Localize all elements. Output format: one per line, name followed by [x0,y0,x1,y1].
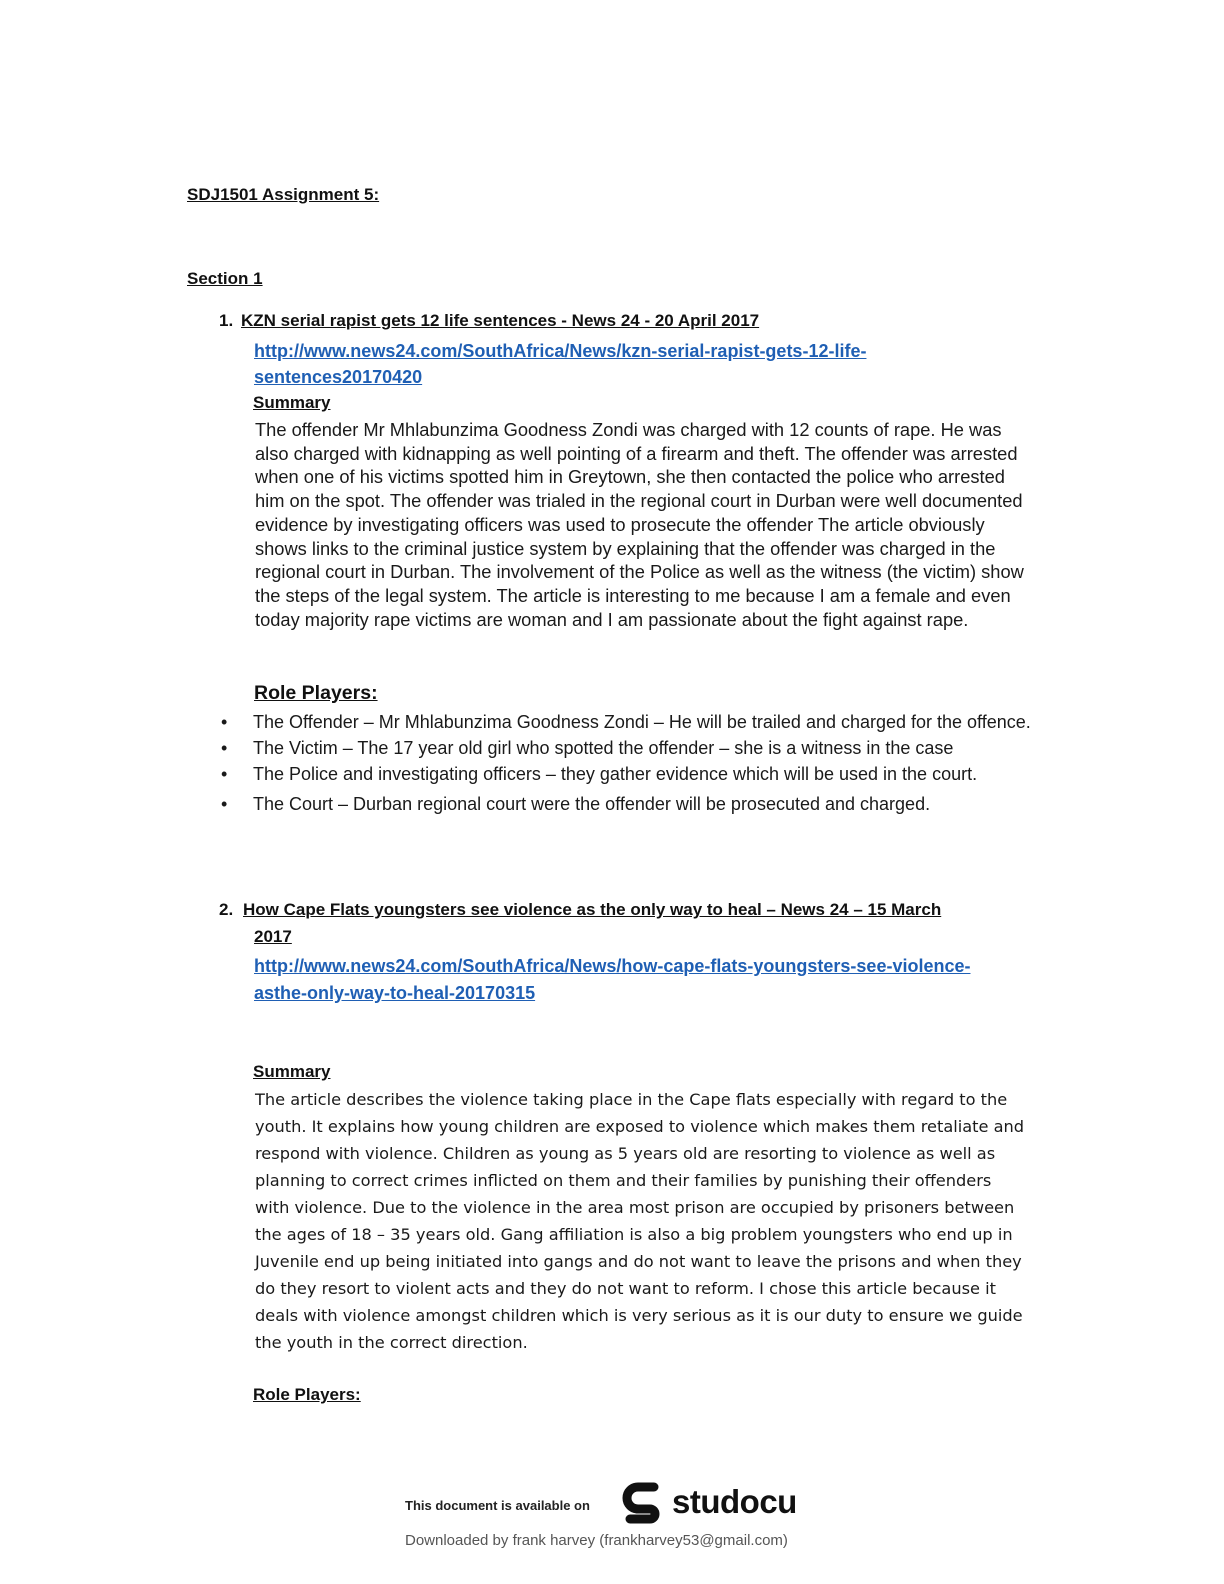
article-1-role-players-heading: Role Players: [254,682,378,704]
article-1-url-line-2[interactable]: sentences20170420 [254,367,423,387]
article-2-url-line-2[interactable]: asthe-only-way-to-heal-20170315 [254,983,536,1003]
article-1-summary-heading: Summary [253,393,331,412]
available-on-text: This document is available on [405,1498,590,1513]
bullet-icon: • [221,764,228,784]
article-2-summary-heading: Summary [253,1062,331,1081]
article-2-summary-text: The article describes the violence taking place in the Cape flats especially with regard to the youth. It explains how young children are exposed to violence which makes them retaliate and respond with violence. Children as young as 5 years old are resorting to violence as well as planning to correct crimes inflicted on them and their families by punishing their offenders with violence. Due to the violence in the area most prison are occupied by prisoners between the ages of 18 – 35 years old. Gang affiliation is also a big problem youngsters who end up in Juvenile end up being initiated into gangs and do not want to leave the prisons and when they do they resort to violent acts and they do not want to reform. I chose this article because it deals with violence amongst children which is very serious as it is our duty to ensure we guide the youth in the correct direction. [255,1090,1025,1352]
role-player-item: • The Victim – The 17 year old girl who spotted the offender – she is a witness in the case [253,735,1033,761]
article-1-summary-text: The offender Mr Mhlabunzima Goodness Zondi was charged with 12 counts of rape. He was also charged with kidnapping as well pointing of a firearm and theft. The offender was arrested when one of his victims spotted him in Greytown, she then contacted the police who arrested him on the spot. The offender was trialed in the regional court in Durban were well documented evidence by investigating officers was used to prosecute the offender The article obviously shows links to the criminal justice system by explaining that the offender was charged in the regional court in Durban. The involvement of the Police as well as the witness (the victim) show the steps of the legal system. The article is interesting to me because I am a female and even today majority rape victims are woman and I am passionate about the fight against rape. [255,419,1024,630]
section-heading: Section 1 [187,269,263,288]
article-2-number: 2. [219,900,234,919]
article-2-url-line-1[interactable]: http://www.news24.com/SouthAfrica/News/how-cape-flats-youngsters-see-violence- [254,956,971,976]
bullet-icon: • [221,794,228,814]
article-1-url[interactable] [254,338,866,390]
studocu-brand[interactable]: studocu [672,1483,797,1520]
article-1-title: KZN serial rapist gets 12 life sentences - News 24 - 20 April 2017 [241,311,760,330]
article-1-url-line-1[interactable]: http://www.news24.com/SouthAfrica/News/kzn-serial-rapist-gets-12-life- [254,341,867,361]
document-title: SDJ1501 Assignment 5: [187,185,380,204]
bullet-icon: • [221,738,228,758]
article-2-title-line-2: 2017 [254,927,292,946]
studocu-logo-icon[interactable] [620,1481,668,1527]
bullet-icon: • [221,712,228,732]
role-player-item: • The Police and investigating officers – they gather evidence which will be used in the court. [253,761,1033,787]
article-2-role-players-heading: Role Players: [253,1385,361,1404]
article-1-role-players-list [221,709,1033,817]
downloaded-by-text: Downloaded by frank harvey (frankharvey53@gmail.com) [405,1532,788,1549]
article-2-url[interactable] [254,953,970,1007]
article-2-title-line-1: How Cape Flats youngsters see violence as the only way to heal – News 24 – 15 March [243,900,942,919]
role-player-item: • The Court – Durban regional court were the offender will be prosecuted and charged. [253,791,1033,817]
role-player-item: • The Offender – Mr Mhlabunzima Goodness Zondi – He will be trailed and charged for the offence. [253,709,1033,735]
article-1-number: 1. [219,311,234,330]
